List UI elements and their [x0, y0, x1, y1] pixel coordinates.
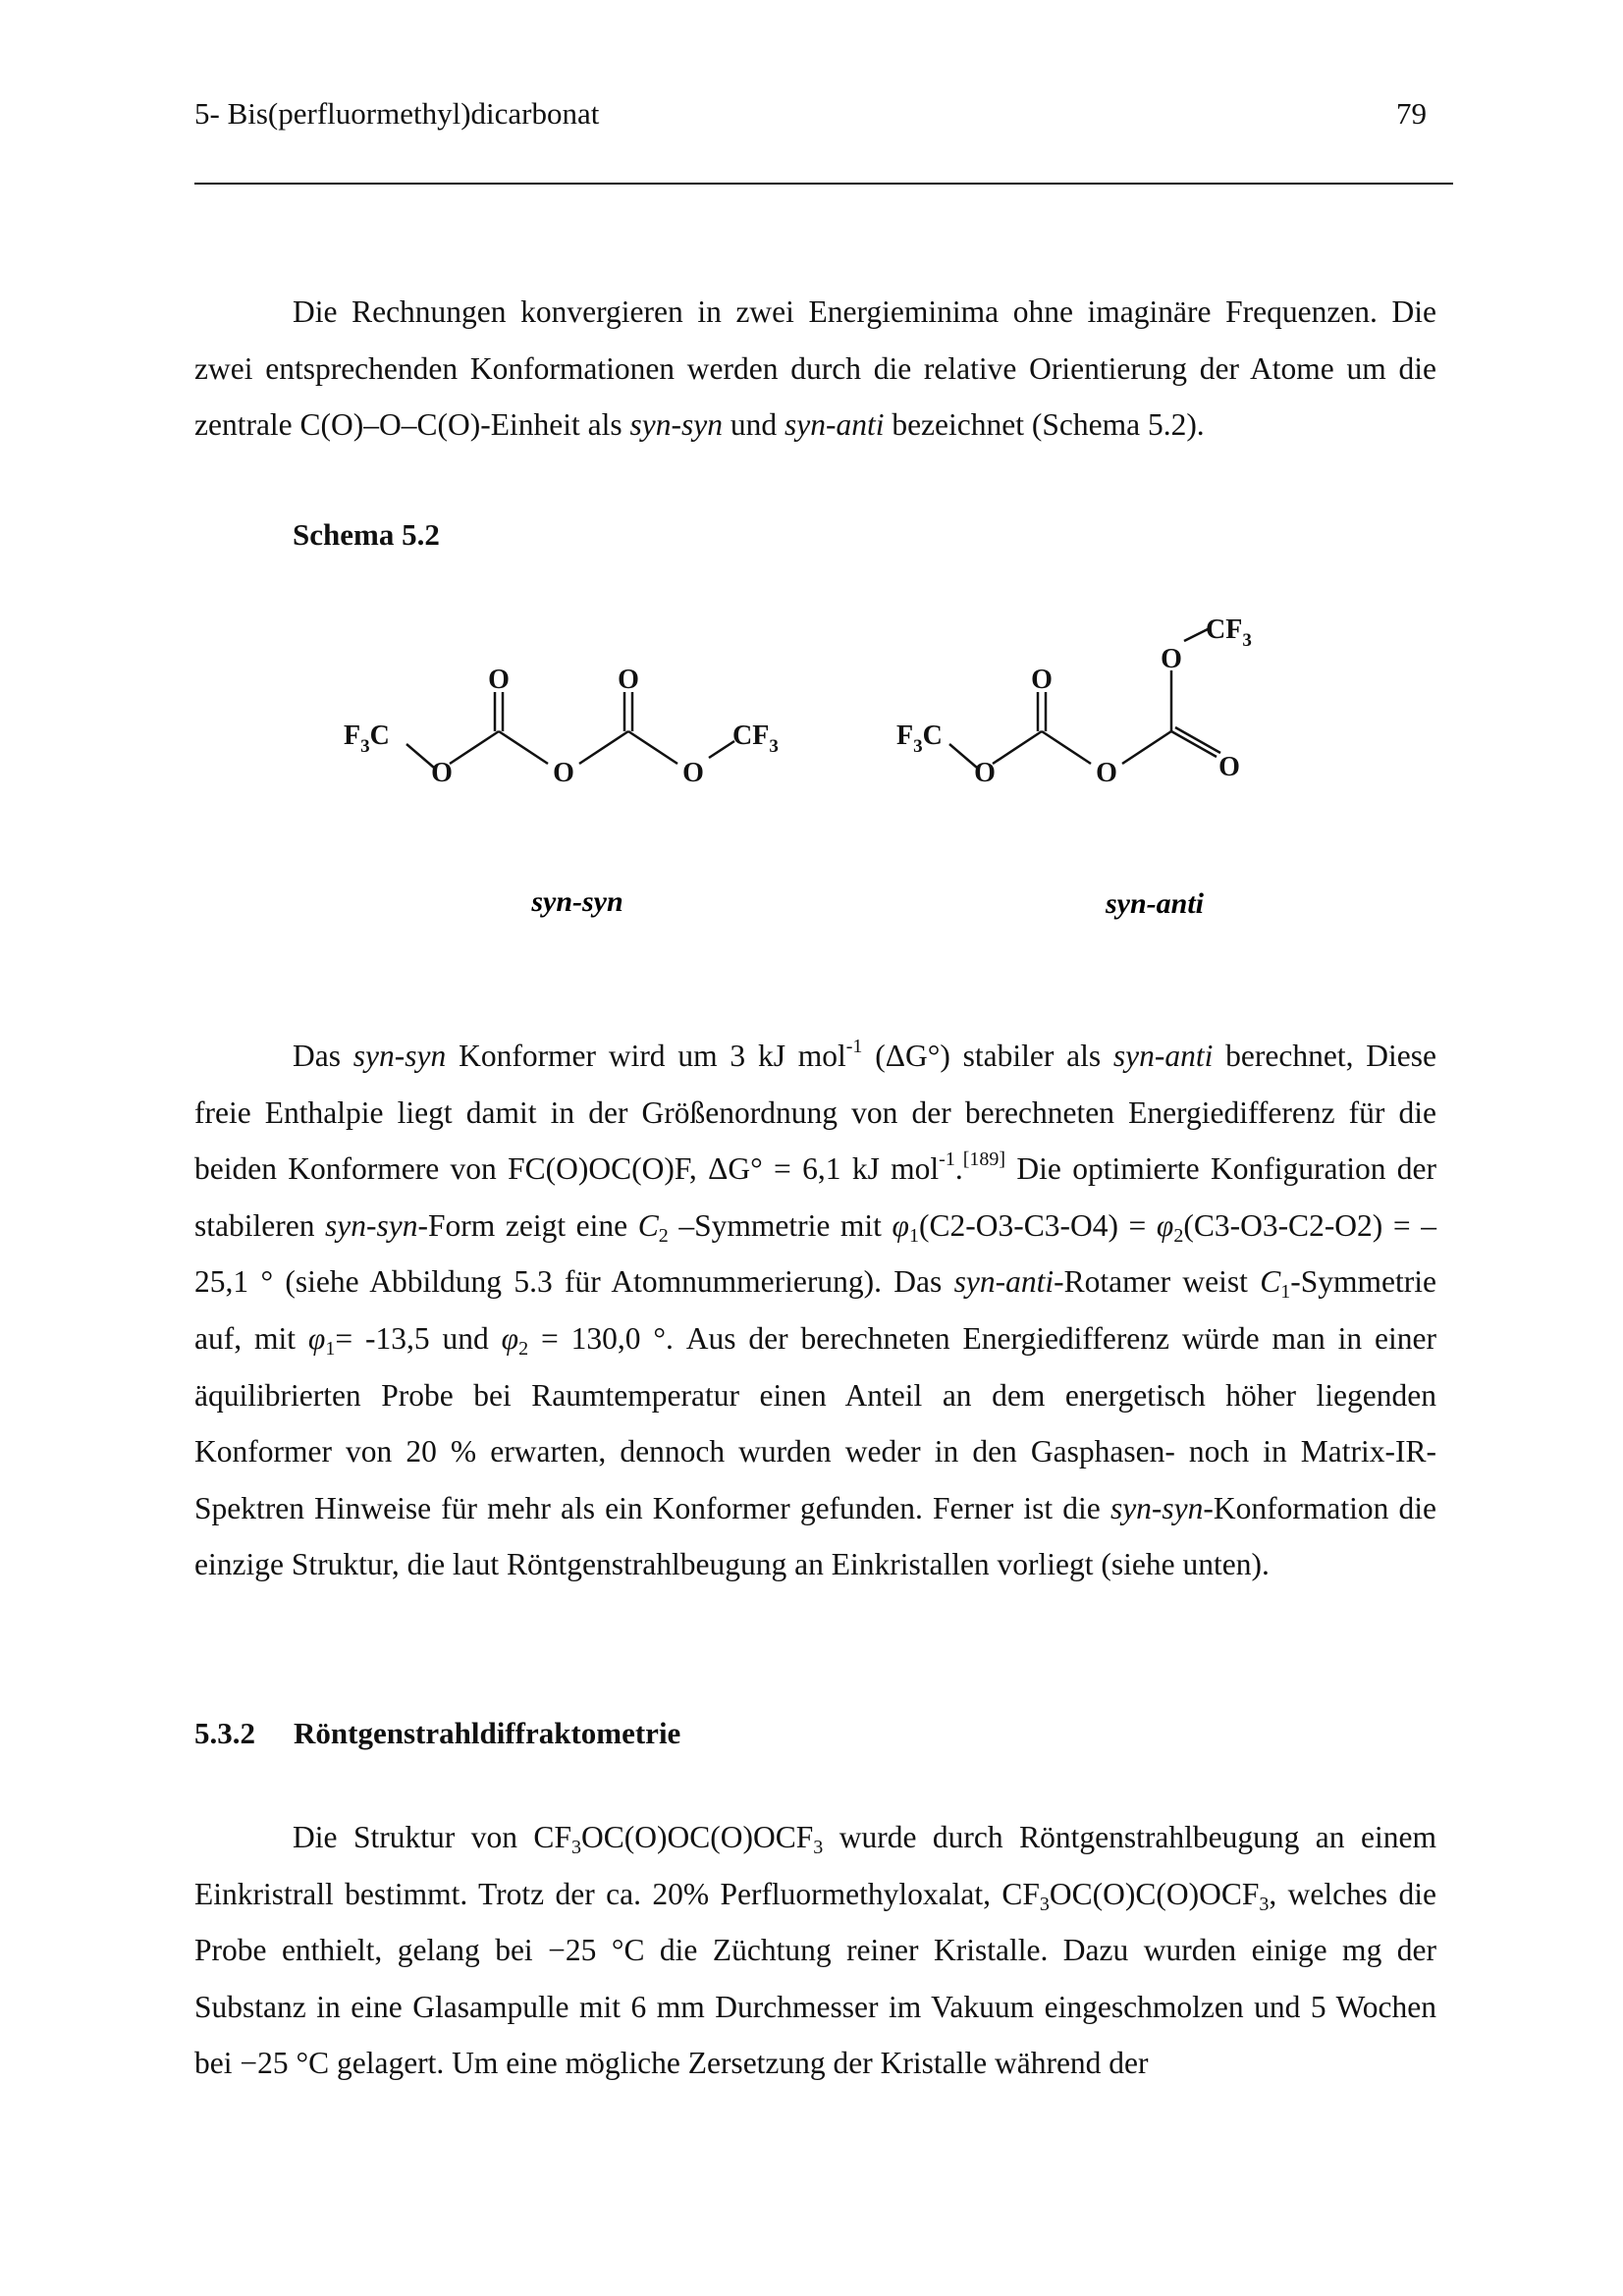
caption-syn-syn: syn-syn — [531, 885, 623, 918]
schema-label: Schema 5.2 — [293, 517, 440, 552]
atom-cf3-right: $CF_3$ — [732, 721, 779, 757]
atom-o-carbonyl: O — [1218, 752, 1240, 782]
atom-o-upper: O — [1161, 644, 1182, 674]
section-number: 5.3.2 — [194, 1716, 255, 1750]
atom-f3c-left: $F_3C$ — [344, 721, 390, 757]
citation-189: [189] — [962, 1148, 1006, 1171]
paragraph-intro: Die Rechnungen konvergieren in zwei Energieminima ohne imaginäre Frequenzen. Die zwei entsprechenden Konformationen werden durch die relative Orientierung der Atome um die zentrale C(O)–O–C(O)-Einheit als syn-syn und syn-anti bezeichnet (Schema 5.2). — [194, 294, 1436, 443]
section-title: Röntgenstrahldiffraktometrie — [294, 1716, 681, 1750]
atom-o-carbonyl: O — [618, 665, 639, 695]
section-heading — [194, 1716, 680, 1751]
atom-f3c-left: $F_3C$ — [896, 721, 943, 757]
atom-o: O — [1096, 758, 1117, 788]
atom-o: O — [974, 758, 996, 788]
scheme-bonds — [406, 629, 1220, 768]
atom-o: O — [431, 758, 453, 788]
running-title: 5- Bis(perfluormethyl)dicarbonat — [194, 96, 600, 131]
paragraph-conformer-energy: Das syn-syn Konformer wird um 3 kJ mol$^{-1}$ (ΔG°) stabiler als syn-anti berechnet, Diese freie Enthalpie liegt damit in der Größenordnung von der berechneten Energiedifferenz für die beiden Konformere von FC(O)OC(O)F, ΔG° = 6,1 kJ mol$^{-1}$.[189] Die optimierte Konfiguration der stabileren syn-syn-Form zeigt eine $C_2$ –Symmetrie mit $\varphi_1(C2-O3-C3-O4) = \varphi_2(C3-O3-C2-O2)$ = – 25,1 ° (siehe Abbildung 5.3 für Atomnummerierung). Das syn-anti-Rotamer weist $C_1$-Symmetrie auf, mit $\varphi_1= -13,5$ und $\varphi_2 = 130,0$ °. Aus der berechneten Energiedifferenz würde man in einer äquilibrierten Probe bei Raumtemperatur einen Anteil an dem energetisch höher liegenden Konformer von 20 % erwarten, dennoch wurden weder in den Gasphasen- noch in Matrix-IR-Spektren Hinweise für mehr als ein Konformer gefunden. Ferner ist die syn-syn-Konformation die einzige Struktur, die laut Röntgenstrahlbeugung an Einkristallen vorliegt (siehe unten). — [194, 1036, 1437, 1582]
atom-o-carbonyl: O — [488, 665, 510, 695]
atom-o-carbonyl: O — [1031, 665, 1053, 695]
scheme-atom-labels — [344, 614, 1252, 788]
term-syn-syn: syn-syn — [629, 407, 723, 443]
paragraph-crystal-growth: Die Struktur von $CF_3OC(O)OC(O)OCF_3$ wurde durch Röntgenstrahlbeugung an einem Einkristrall bestimmt. Trotz der ca. 20% Perfluormethyloxalat, $CF_3OC(O)C(O)OCF_3$, welches die Probe enthielt, gelang bei −25 °C die Züchtung reiner Kristalle. Dazu wurden einige mg der Substanz in eine Glasampulle mit 6 mm Durchmesser im Vakuum eingeschmolzen und 5 Wochen bei −25 °C gelagert. Um eine mögliche Zersetzung der Kristalle während der — [194, 1820, 1436, 2081]
term-syn-anti: syn-anti — [784, 407, 885, 443]
atom-cf3-top: $CF_3$ — [1206, 614, 1252, 651]
caption-syn-anti: syn-anti — [1105, 887, 1205, 920]
atom-o: O — [682, 758, 704, 788]
page-number: 79 — [1396, 96, 1427, 131]
header-rule — [194, 183, 1453, 185]
atom-o: O — [553, 758, 574, 788]
scheme-5-2-structures — [324, 589, 1316, 942]
